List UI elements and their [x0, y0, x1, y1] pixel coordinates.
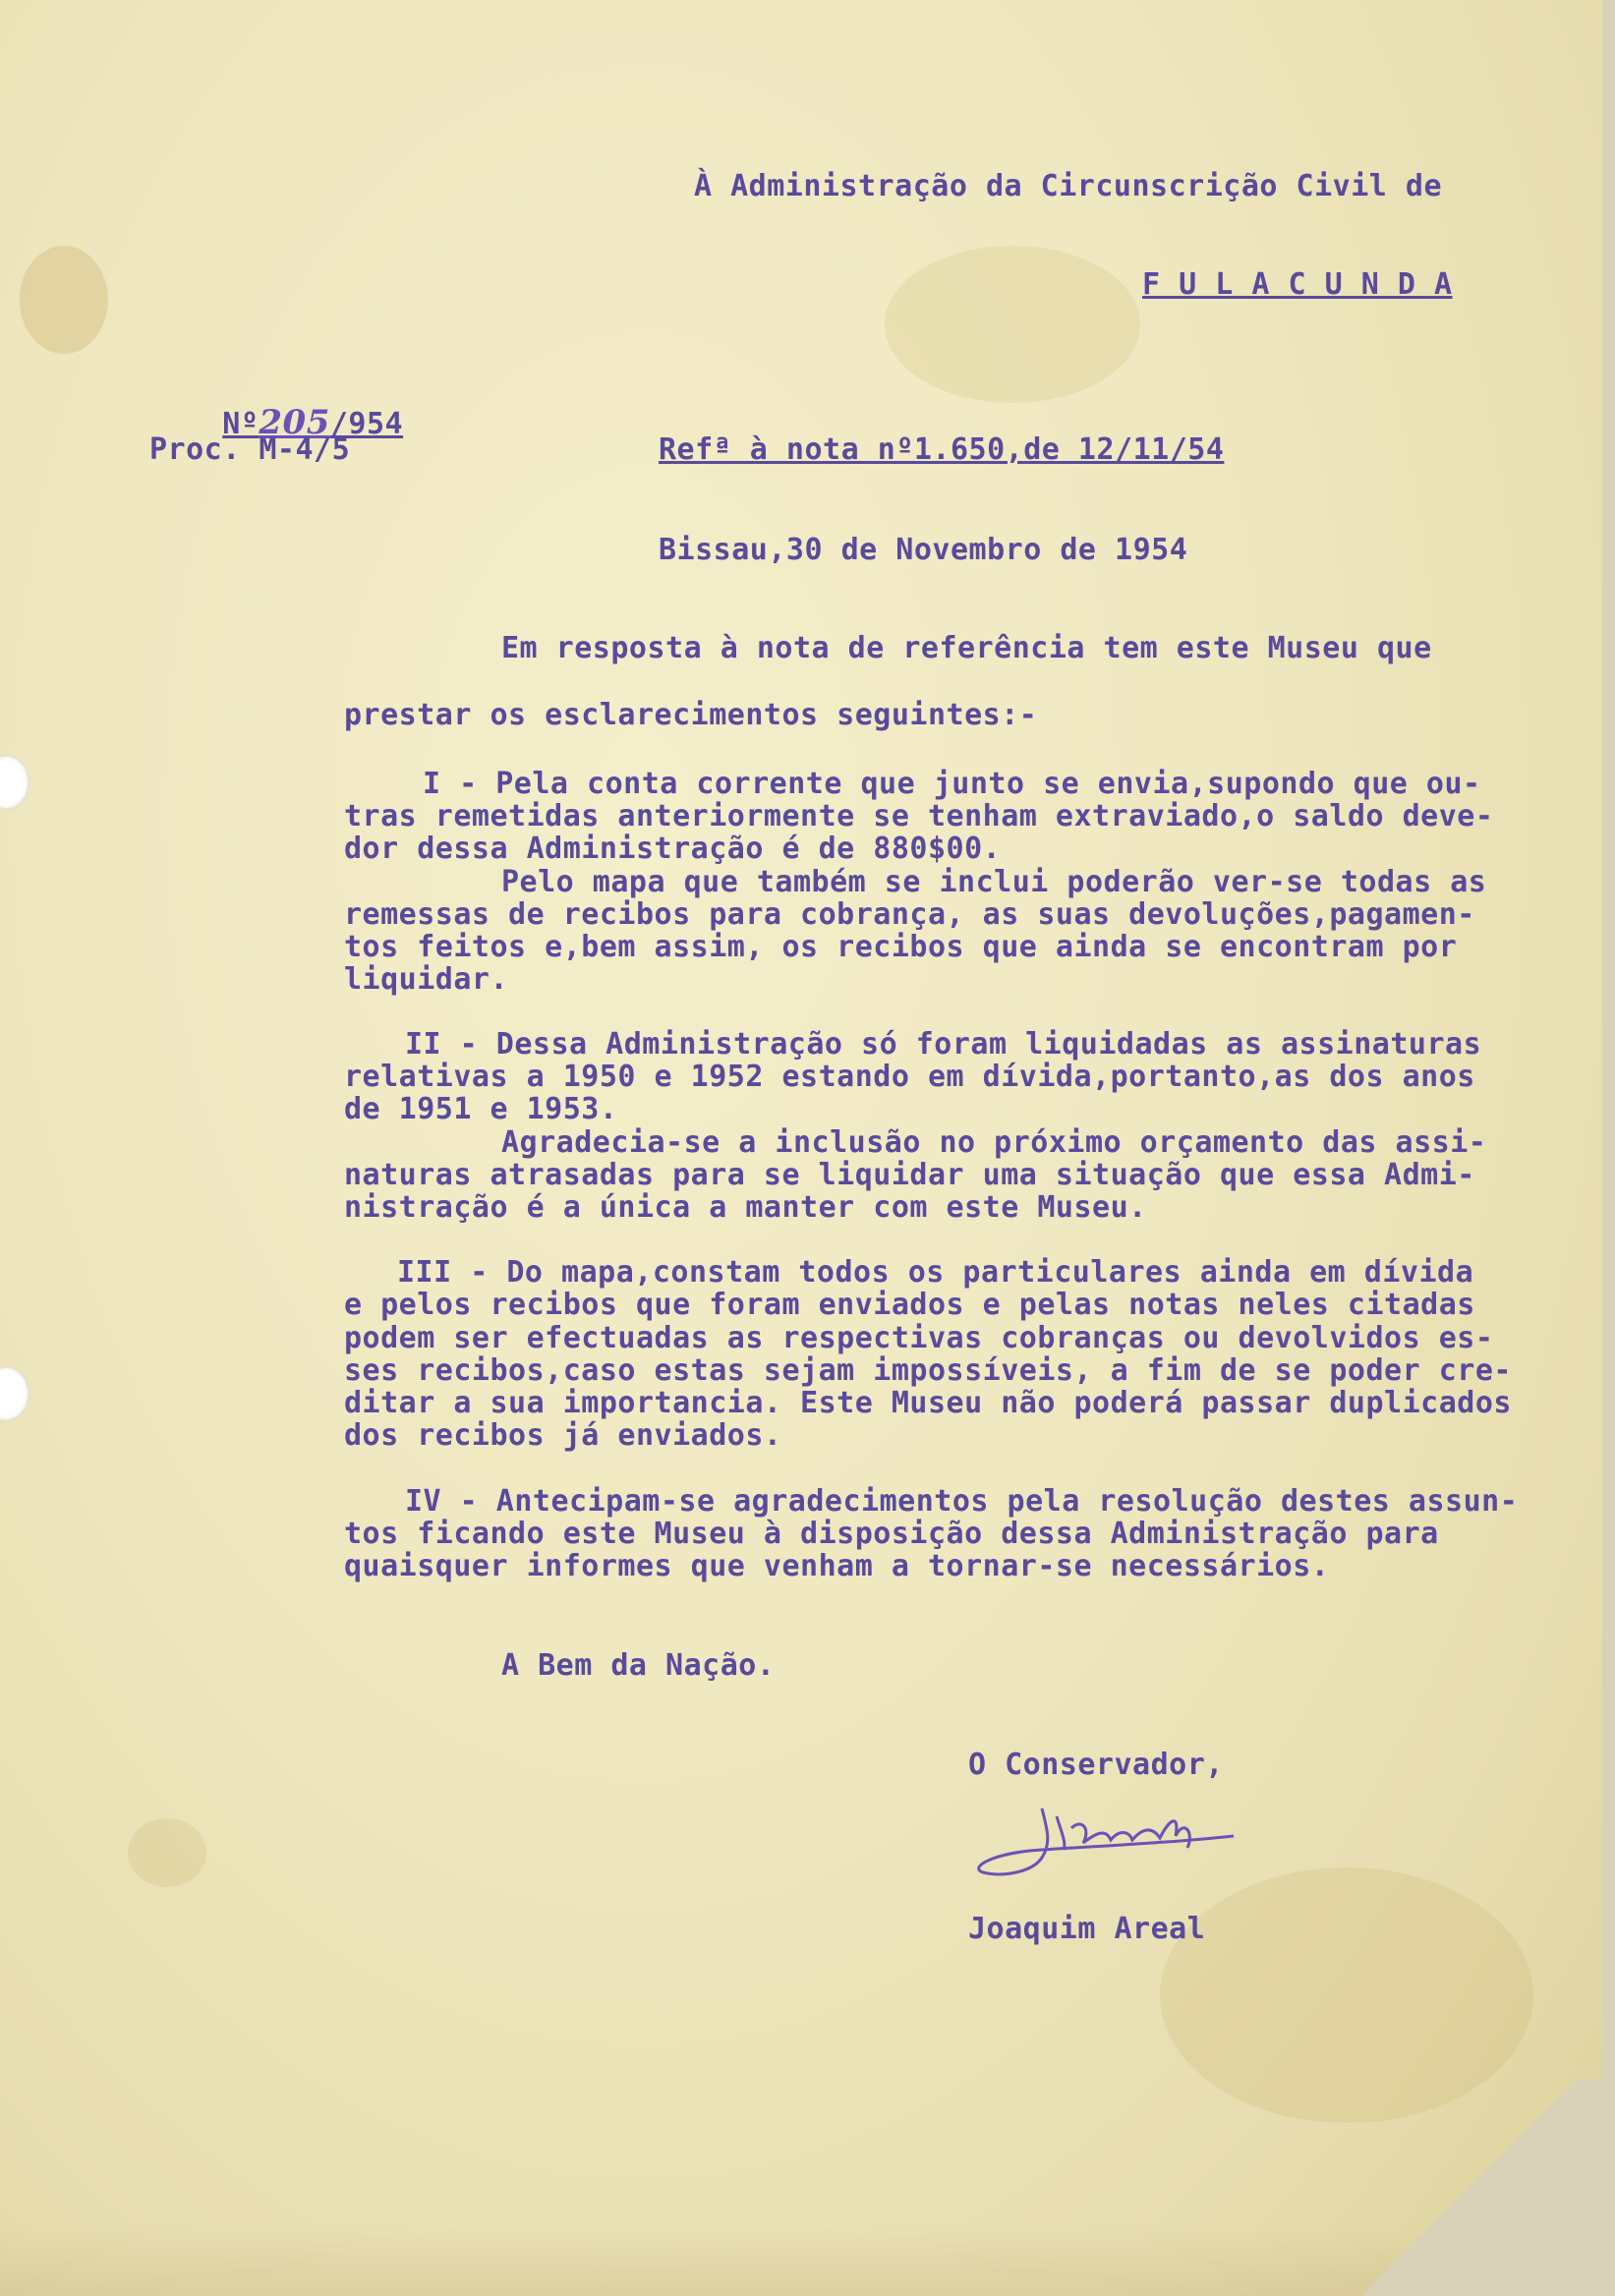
handwritten-signature: [973, 1789, 1268, 1897]
signatory-title: O Conservador,: [968, 1748, 1224, 1782]
number-year: /954: [329, 407, 404, 441]
reference-line: Refª à nota nº1.650,de 12/11/54: [659, 432, 1225, 467]
paragraph-1-line: Pelo mapa que também se inclui poderão ver-se todas as: [501, 865, 1487, 899]
paragraph-2-line: Agradecia-se a inclusão no próximo orçamento das assi-: [501, 1125, 1487, 1160]
paragraph-2-line: de 1951 e 1953.: [344, 1092, 618, 1126]
paragraph-2-line: nistração é a única a manter com este Museu.: [344, 1190, 1147, 1225]
paragraph-2-line: II - Dessa Administração só foram liquidadas as assinaturas: [405, 1027, 1482, 1062]
paragraph-3-line: e pelos recibos que foram enviados e pelas notas neles citadas: [344, 1288, 1475, 1322]
paragraph-1-line: dor dessa Administração é de 880$00.: [344, 832, 1002, 866]
process-code: Proc. M-4/5: [149, 432, 351, 467]
paragraph-2-line: naturas atrasadas para se liquidar uma situação que essa Admi-: [344, 1158, 1475, 1192]
intro-line-2: prestar os esclarecimentos seguintes:-: [344, 698, 1038, 732]
paragraph-1-line: remessas de recibos para cobrança, as suas devoluções,pagamen-: [344, 897, 1475, 932]
paper-stain: [885, 246, 1140, 403]
paragraph-1-line: tos feitos e,bem assim, os recibos que ainda se encontram por: [344, 930, 1458, 964]
paragraph-2-line: relativas a 1950 e 1952 estando em dívida,portanto,as dos anos: [344, 1060, 1475, 1094]
paper-stain: [128, 1818, 206, 1887]
number-handwritten: 205: [259, 403, 330, 442]
closing-salutation: A Bem da Nação.: [501, 1648, 776, 1683]
paragraph-1-line: liquidar.: [344, 962, 509, 997]
paragraph-4-line: quaisquer informes que venham a tornar-se necessários.: [344, 1549, 1330, 1583]
paper-torn-corner: [1278, 2080, 1602, 2296]
paragraph-3-line: dos recibos já enviados.: [344, 1418, 782, 1453]
paragraph-1-line: I - Pela conta corrente que junto se envia,supondo que ou-: [423, 767, 1481, 801]
paragraph-3-line: III - Do mapa,constam todos os particulares ainda em dívida: [397, 1255, 1474, 1290]
number-prefix: Nº: [222, 407, 260, 441]
paragraph-3-line: ditar a sua importancia. Este Museu não poderá passar duplicados: [344, 1386, 1512, 1420]
signatory-name: Joaquim Areal: [968, 1912, 1206, 1946]
date-line: Bissau,30 de Novembro de 1954: [659, 533, 1188, 567]
destination-place: F U L A C U N D A: [1142, 267, 1453, 302]
punch-hole-bottom: [0, 1366, 29, 1421]
paragraph-3-line: podem ser efectuadas as respectivas cobranças ou devolvidos es-: [344, 1321, 1494, 1355]
paragraph-3-line: ses recibos,caso estas sejam impossíveis, a fim de se poder cre-: [344, 1353, 1512, 1388]
paragraph-4-line: tos ficando este Museu à disposição dessa Administração para: [344, 1517, 1439, 1551]
paper-stain: [20, 246, 108, 354]
paragraph-1-line: tras remetidas anteriormente se tenham extraviado,o saldo deve-: [344, 799, 1494, 833]
paragraph-4-line: IV - Antecipam-se agradecimentos pela resolução destes assun-: [405, 1484, 1519, 1519]
addressee-line: À Administração da Circunscrição Civil de: [694, 169, 1443, 203]
intro-line-1: Em resposta à nota de referência tem este Museu que: [501, 631, 1432, 665]
punch-hole-top: [0, 755, 29, 810]
